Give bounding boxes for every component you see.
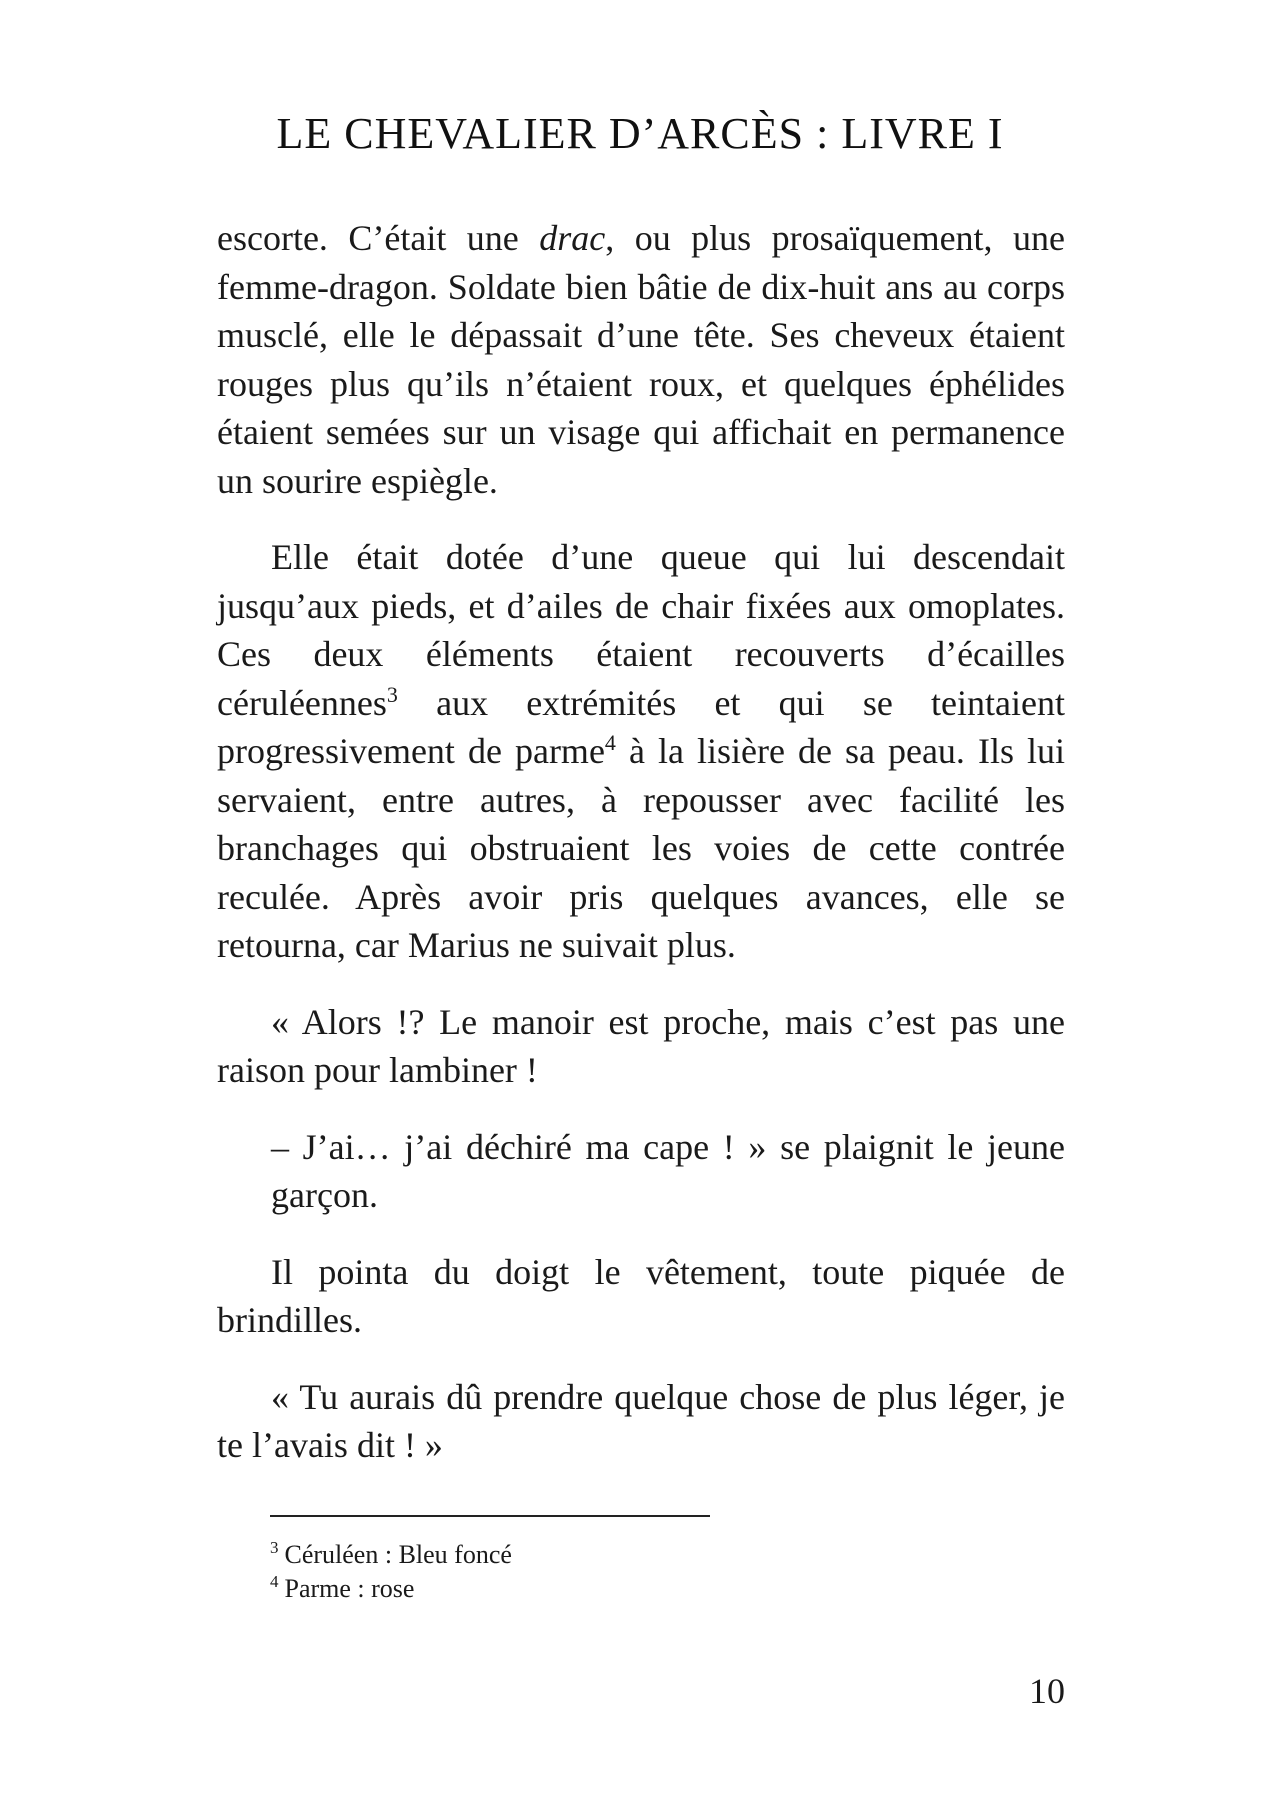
paragraph-1 — [217, 214, 1065, 505]
footnotes — [270, 1538, 512, 1606]
footnote-separator — [270, 1515, 710, 1517]
paragraph-1-text-a: escorte. C’était une — [217, 218, 540, 258]
footnote-text: Parme : rose — [284, 1574, 415, 1603]
footnote-number: 4 — [270, 1572, 279, 1592]
body-text — [217, 214, 1065, 1498]
paragraph-6: « Tu aurais dû prendre quelque chose de plus léger, je te l’avais dit ! » — [217, 1376, 1065, 1465]
footnote-text: Céruléen : Bleu foncé — [284, 1540, 512, 1569]
footnote-ref-3: 3 — [386, 681, 398, 707]
paragraph-3: « Alors !? Le manoir est proche, mais c’est pas une raison pour lambiner ! — [217, 1001, 1065, 1090]
footnote-ref-4: 4 — [604, 730, 616, 755]
footnote-3 — [270, 1538, 512, 1572]
paragraph-5: Il pointa du doigt le vêtement, toute piquée de brindilles. — [217, 1251, 1065, 1340]
paragraph-4: – J’ai… j’ai déchiré ma cape ! » se plaignit le jeune garçon. — [271, 1126, 1065, 1215]
paragraph-1-italic-word: drac — [539, 218, 606, 258]
paragraph-2-text-c: à la lisière de sa peau. Ils lui servaient, entre autres, à repousser avec facilité les branchages qui obstruaient les voies de cette contrée reculée. Après avoir pris quelques avances, elle se retourna, car Marius ne suivait plus. — [217, 731, 1065, 965]
paragraph-2 — [217, 533, 1065, 970]
paragraph-1-text-b: , ou plus prosaïquement, une femme-dragon. Soldate bien bâtie de dix-huit ans au corps musclé, elle le dépassait d’une tête. Ses cheveux étaient rouges plus qu’ils n’étaient roux, et quelques éphélides étaient semées sur un visage qui affichait en permanence un sourire espiègle. — [217, 218, 1065, 501]
page-number: 10 — [1029, 1671, 1065, 1711]
footnote-number: 3 — [270, 1538, 279, 1558]
paragraph-2-text-b: aux extrémités et qui se teintaient progressivement de parme — [217, 682, 1065, 771]
running-header: LE CHEVALIER D’ARCÈS : LIVRE I — [276, 109, 1004, 158]
footnote-4 — [270, 1572, 512, 1606]
paragraph-2-text-a: Elle était dotée d’une queue qui lui descendait jusqu’aux pieds, et d’ailes de chair fixées aux omoplates. Ces deux éléments étaient recouverts d’écailles céruléennes — [217, 537, 1065, 723]
